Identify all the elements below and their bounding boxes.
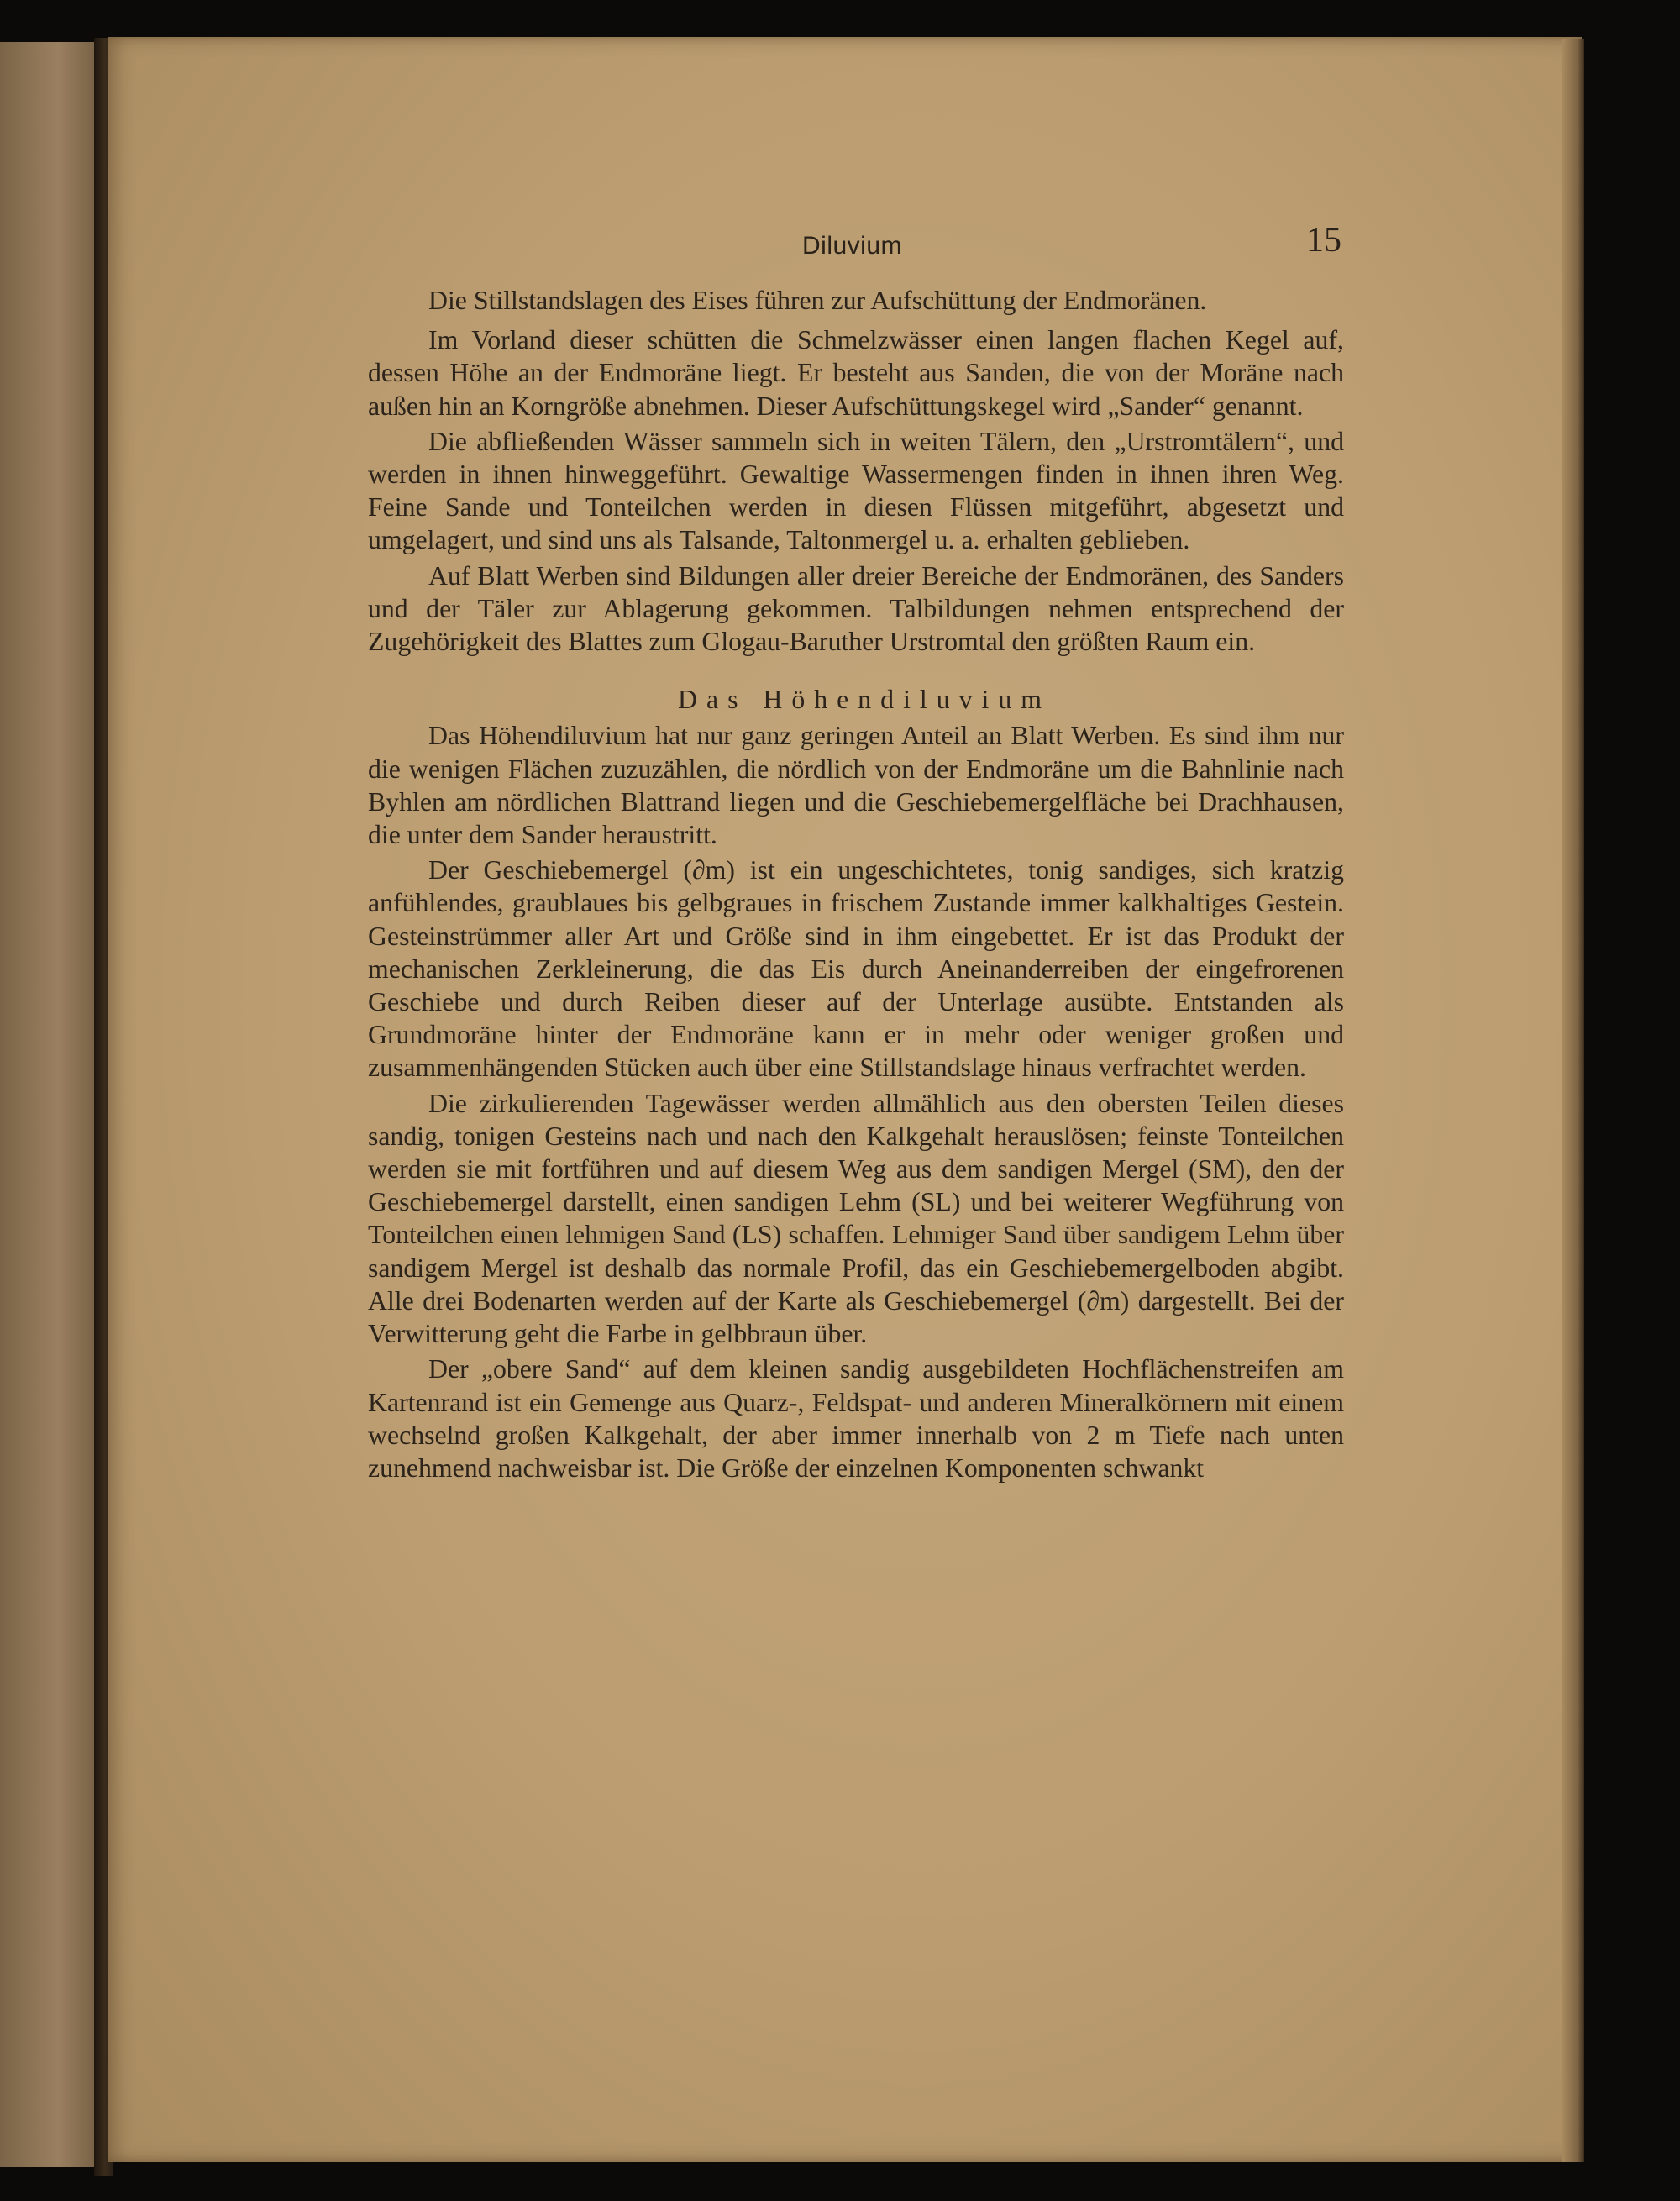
paragraph: Die Stillstandslagen des Eises führen zur Aufschüttung der Endmoränen. bbox=[428, 286, 1207, 315]
page-number: 15 bbox=[1306, 221, 1341, 260]
paragraph: Auf Blatt Werben sind Bildungen aller dreier Bereiche der Endmoränen, des Sanders und der Täler zur Ablagerung gekommen. Talbildungen nehmen entsprechend der Zugehörigkeit des Blattes zum Glogau-Baruther Urstromtal den größten Raum ein. bbox=[368, 560, 1344, 657]
paragraph: Das Höhendiluvium hat nur ganz geringen Anteil an Blatt Werben. Es sind ihm nur die wenigen Flächen zuzuzählen, die nördlich von der Endmoräne um die Bahnlinie nach Byhlen am nördlichen Blattrand liegen und die Geschiebemergelfläche bei Drachhausen, die unter dem Sander heraustritt. bbox=[368, 721, 1344, 850]
paragraph: Der Geschiebemergel (∂m) ist ein ungeschichtetes, tonig sandiges, sich kratzig anfühlendes, graublaues bis gelbgraues in frischem Zustande immer kalkhaltiges Gestein. Gesteinstrümmer aller Art und Größe sind in ihm eingebettet. Er ist das Produkt der mechanischen Zerkleinerung, die das Eis durch Aneinanderreiben der eingefrorenen Geschiebe und durch Reiben dieser auf der Unterlage ausübte. Entstanden als Grundmoräne hinter der Endmoräne kann er in mehr oder weniger großen und zusammenhängenden Stücken auch über eine Stillstandslage hinaus verfrachtet werden. bbox=[368, 855, 1344, 1083]
page-header bbox=[0, 217, 1680, 267]
paragraph: Im Vorland dieser schütten die Schmelzwässer einen langen flachen Kegel auf, dessen Höhe an der Endmoräne liegt. Er besteht aus Sanden, die von der Moräne nach außen hin an Korngröße abnehmen. Dieser Aufschüttungskegel wird „Sander“ genannt. bbox=[368, 325, 1344, 421]
running-title: Diluvium bbox=[802, 232, 903, 260]
paragraph: Die zirkulierenden Tagewässer werden allmählich aus den obersten Teilen dieses sandig, tonigen Gesteins nach und nach den Kalkgehalt herauslösen; feinste Tonteilchen werden sie mit fortführen und auf diesem Weg aus dem sandigen Mergel (SM), den der Geschiebemergel darstellt, einen sandigen Lehm (SL) und bei weiterer Wegführung von Tonteilchen einen lehmigen Sand (LS) schaffen. Lehmiger Sand über sandigem Lehm über sandigem Mergel ist deshalb das normale Profil, das ein Geschiebemergelboden abgibt. Alle drei Bodenarten werden auf der Karte als Geschiebemergel (∂m) dargestellt. Bei der Verwitterung geht die Farbe in gelbbraun über. bbox=[368, 1088, 1344, 1349]
page-fore-edge bbox=[1562, 39, 1584, 2162]
left-page-edge bbox=[0, 42, 105, 2167]
section-heading: Das Höhendiluvium bbox=[678, 685, 1051, 715]
paragraph: Die abfließenden Wässer sammeln sich in weiten Tälern, den „Urstromtälern“, und werden in ihnen hinweggeführt. Gewaltige Wassermengen finden in ihnen ihren Weg. Feine Sande und Tonteilchen werden in diesen Flüssen mitgeführt, abgesetzt und umgelagert, und sind uns als Talsande, Taltonmergel u. a. erhalten geblieben. bbox=[368, 426, 1344, 555]
page-body bbox=[368, 284, 1344, 1487]
paragraph: Der „obere Sand“ auf dem kleinen sandig ausgebildeten Hochflächenstreifen am Kartenrand ist ein Gemenge aus Quarz-, Feldspat- und anderen Mineralkörnern mit einem wechselnd großen Kalkgehalt, der aber immer innerhalb von 2 m Tiefe nach unten zunehmend nachweisbar ist. Die Größe der einzelnen Komponenten schwankt bbox=[368, 1354, 1344, 1483]
